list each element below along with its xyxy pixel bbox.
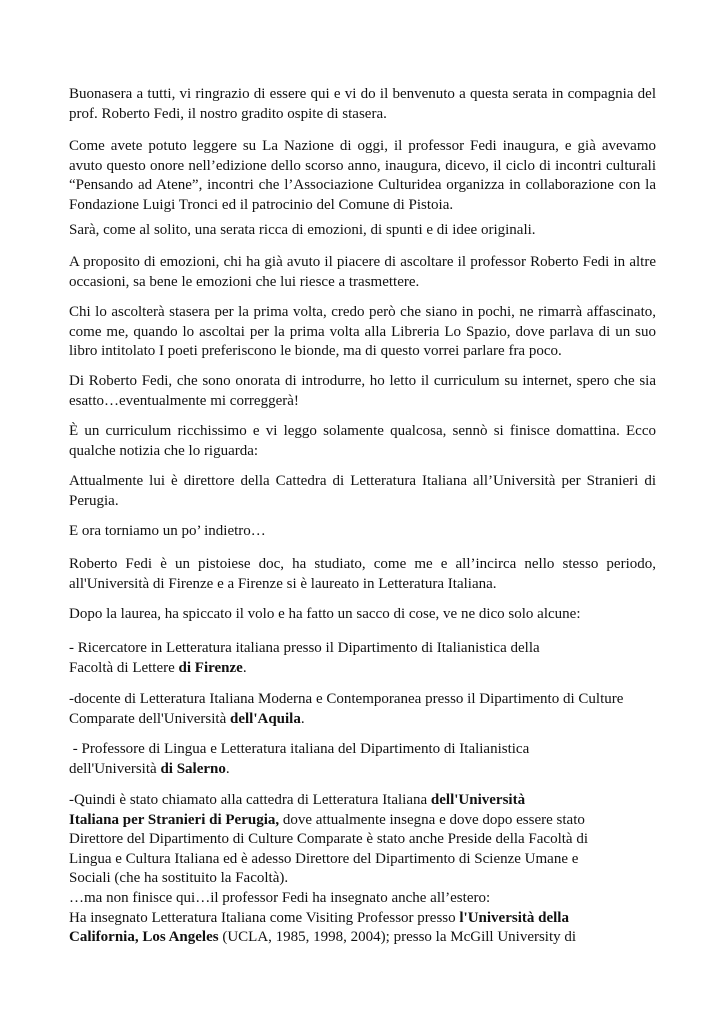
- paragraph-greeting: Buonasera a tutti, vi ringrazio di essere qui e vi do il benvenuto a questa serata in compagnia del prof. Roberto Fedi, il nostro gradito ospite di stasera.: [69, 86, 656, 122]
- bold-text: l'Università della: [459, 909, 569, 926]
- list-item-line: - Professore di Lingua e Letteratura italiana del Dipartimento di Italianistica: [69, 741, 530, 757]
- list-item-line: California, Los Angeles (UCLA, 1985, 1998, 2004); presso la McGill University di: [69, 929, 577, 945]
- paragraph-emozioni: A proposito di emozioni, chi ha già avuto il piacere di ascoltare il professor Roberto Fedi in altre occasioni, sa bene le emozioni che lui riesce a trasmettere.: [69, 254, 656, 290]
- paragraph-la-nazione: Come avete potuto leggere su La Nazione di oggi, il professor Fedi inaugura, e già avevamo avuto questo onore nell’edizione dello scorso anno, inaugura, dicevo, il ciclo di incontri culturali “Pensando ad Atene”, incontri che l’Associazione Culturidea organizza in collaborazione con la Fondazione Luigi Tronci ed il patrocinio del Comune di Pistoia.: [69, 138, 656, 213]
- list-item-line: Facoltà di Lettere di Firenze.: [69, 659, 247, 676]
- bold-text: di Firenze: [178, 659, 243, 676]
- bold-text: California, Los Angeles: [69, 929, 219, 945]
- list-item-line: Lingua e Cultura Italiana ed è adesso Direttore del Dipartimento di Scienze Umane e: [69, 850, 579, 867]
- list-item-salerno: [69, 740, 656, 779]
- list-item-line: - Ricercatore in Letteratura italiana presso il Dipartimento di Italianistica della: [69, 640, 540, 656]
- bold-text: dell'Aquila: [230, 710, 301, 727]
- bold-text: Italiana per Stranieri di Perugia,: [69, 811, 280, 828]
- paragraph-direttore: Attualmente lui è direttore della Cattedra di Letteratura Italiana all’Università per Stranieri di Perugia.: [69, 473, 656, 509]
- bold-text: di Salerno: [160, 760, 226, 777]
- list-item-line: -docente di Letteratura Italiana Moderna e Contemporanea presso il Dipartimento di Culture: [69, 691, 624, 707]
- list-item-estero: [69, 889, 656, 948]
- paragraph-notizie: È un curriculum ricchissimo e vi leggo solamente qualcosa, sennò si finisce domattina. Ecco qualche notizia che lo riguarda:: [69, 423, 656, 459]
- list-item-aquila: [69, 690, 656, 729]
- list-item-line: Ha insegnato Letteratura Italiana come Visiting Professor presso l'Università della: [69, 909, 569, 926]
- list-item-line: …ma non finisce qui…il professor Fedi ha insegnato anche all’estero:: [69, 890, 491, 906]
- list-item-line: Italiana per Stranieri di Perugia, dove attualmente insegna e dove dopo essere stato: [69, 811, 585, 828]
- paragraph-pistoiese: Roberto Fedi è un pistoiese doc, ha studiato, come me e all’incirca nello stesso periodo, all'Università di Firenze e a Firenze si è laureato in Letteratura Italiana.: [69, 556, 656, 592]
- bold-text: dell'Università: [430, 792, 526, 808]
- list-item-line: Direttore del Dipartimento di Culture Comparate è stato anche Preside della Facoltà di: [69, 831, 589, 847]
- list-item-line: Sociali (che ha sostituito la Facoltà).: [69, 870, 289, 886]
- paragraph-indietro: E ora torniamo un po’ indietro…: [69, 523, 266, 539]
- list-item-firenze: [69, 639, 656, 678]
- paragraph-dopo-laurea: Dopo la laurea, ha spiccato il volo e ha fatto un sacco di cose, ve ne dico solo alcune:: [69, 606, 581, 622]
- paragraph-serata: Sarà, come al solito, una serata ricca di emozioni, di spunti e di idee originali.: [69, 222, 536, 238]
- paragraph-prima-volta: Chi lo ascolterà stasera per la prima volta, credo però che siano in pochi, ne rimarrà affascinato, come me, quando lo ascoltai per la prima volta alla Libreria Lo Spazio, dove parlava di un suo libro intitolato I poeti preferiscono le bionde, ma di questo vorrei parlare fra poco.: [69, 304, 656, 359]
- paragraph-curriculum: Di Roberto Fedi, che sono onorata di introdurre, ho letto il curriculum su internet, spero che sia esatto…eventualmente mi correggerà!: [69, 373, 656, 409]
- list-item-line: dell'Università di Salerno.: [69, 760, 230, 777]
- list-item-perugia: [69, 791, 656, 889]
- list-item-line: Comparate dell'Università dell'Aquila.: [69, 710, 305, 727]
- list-item-line: -Quindi è stato chiamato alla cattedra di Letteratura Italiana dell'Università: [69, 792, 526, 808]
